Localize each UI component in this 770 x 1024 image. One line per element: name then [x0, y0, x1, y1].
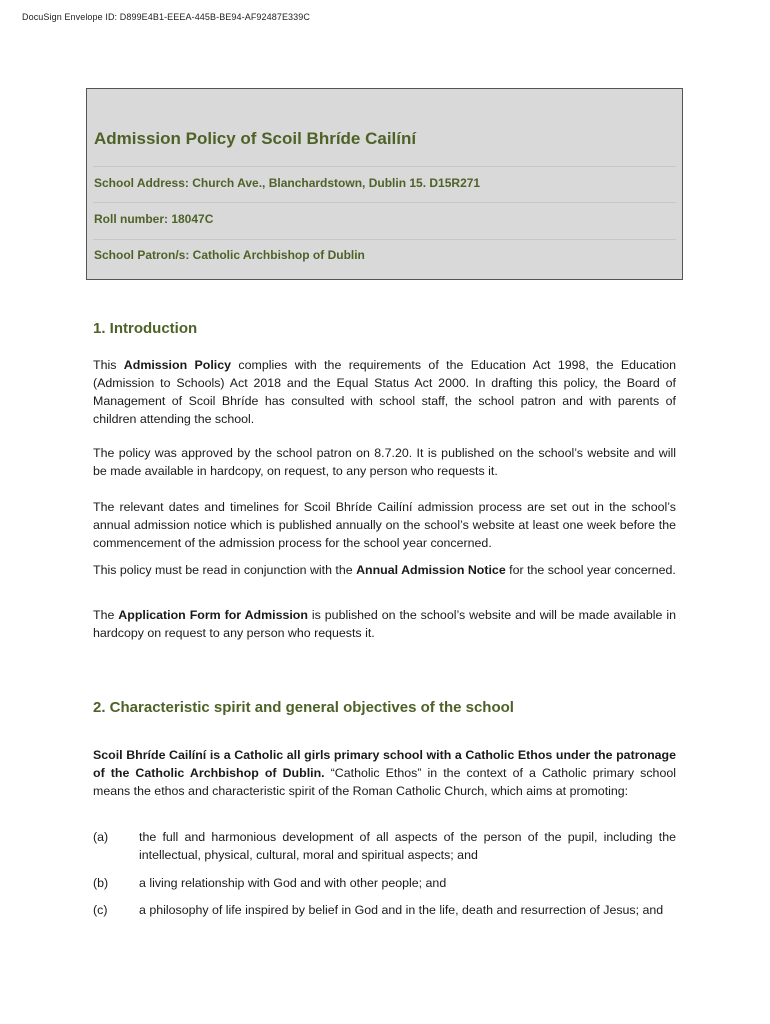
- list-item-label: (a): [93, 830, 109, 844]
- section-heading-characteristic-spirit: 2. Characteristic spirit and general objectives of the school: [93, 699, 514, 716]
- list-item-text: a philosophy of life inspired by belief in God and in the life, death and resurrection of Jesus; and: [139, 903, 664, 917]
- ethos-paragraph: Scoil Bhríde Cailíní is a Catholic all girls primary school with a Catholic Ethos under the patronage of the Catholic Archbishop of Dublin. “Catholic Ethos” in the context of a Catholic primary school means the ethos and characteristic spirit of the Roman Catholic Church, which aims at promoting:: [93, 748, 676, 798]
- divider: [93, 166, 676, 167]
- policy-title: Admission Policy of Scoil Bhríde Cailíní: [94, 129, 417, 148]
- roll-number: Roll number: 18047C: [94, 212, 214, 226]
- intro-paragraph-2: The policy was approved by the school patron on 8.7.20. It is published on the school’s website and will be made available in hardcopy, on request, to any person who requests it.: [93, 446, 676, 478]
- list-item-text: a living relationship with God and with other people; and: [139, 876, 447, 890]
- divider: [93, 202, 676, 203]
- intro-paragraph-5: The Application Form for Admission is published on the school’s website and will be made available in hardcopy on request to any person who requests it.: [93, 608, 676, 640]
- school-patron: School Patron/s: Catholic Archbishop of Dublin: [94, 248, 365, 262]
- policy-header-box: [86, 88, 683, 280]
- docusign-envelope-id: DocuSign Envelope ID: D899E4B1-EEEA-445B-BE94-AF92487E339C: [22, 12, 310, 22]
- intro-paragraph-1: This Admission Policy complies with the requirements of the Education Act 1998, the Education (Admission to Schools) Act 2018 and the Equal Status Act 2000. In drafting this policy, the Board of Management of Scoil Bhríde has consulted with school staff, the school patron and with parents of children attending the school.: [93, 358, 676, 426]
- section-heading-introduction: 1. Introduction: [93, 320, 198, 337]
- intro-paragraph-4: This policy must be read in conjunction with the Annual Admission Notice for the school year concerned.: [93, 563, 676, 577]
- list-item-text: the full and harmonious development of all aspects of the person of the pupil, including the intellectual, physical, cultural, moral and spiritual aspects; and: [139, 830, 676, 862]
- list-item-label: (b): [93, 876, 109, 890]
- intro-paragraph-3: The relevant dates and timelines for Scoil Bhríde Cailíní admission process are set out in the school’s annual admission notice which is published annually on the school’s website at least one week before the commencement of the admission process for the school year concerned.: [93, 500, 676, 550]
- list-item-label: (c): [93, 903, 108, 917]
- school-address: School Address: Church Ave., Blanchardstown, Dublin 15. D15R271: [94, 176, 481, 190]
- divider: [93, 239, 676, 240]
